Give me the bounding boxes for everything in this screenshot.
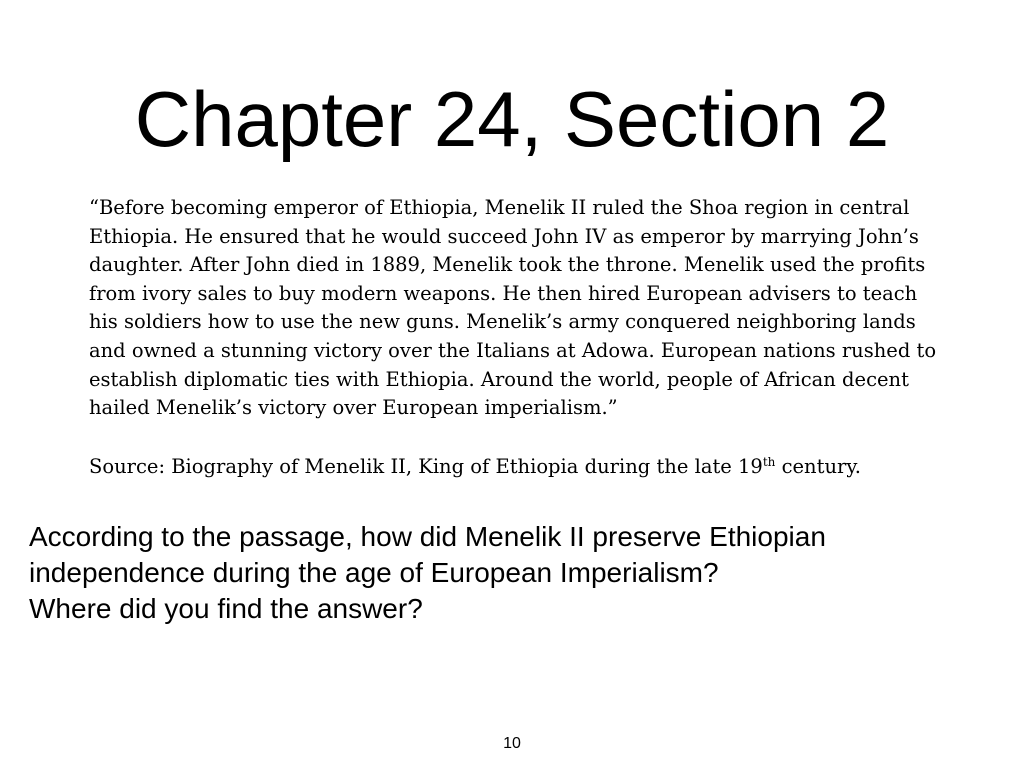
- quote-line: establish diplomatic ties with Ethiopia. Around the world, people of African decent: [89, 367, 909, 391]
- slide-title: Chapter 24, Section 2: [134, 75, 890, 163]
- question-line: According to the passage, how did Menelik II preserve Ethiopian: [29, 521, 826, 552]
- ordinal-superscript: th: [762, 455, 776, 469]
- quote-line: his soldiers how to use the new guns. Menelik’s army conquered neighboring lands: [89, 310, 916, 334]
- quote-line: daughter. After John died in 1889, Menelik took the throne. Menelik used the profits: [89, 253, 926, 277]
- source-citation: [89, 453, 969, 481]
- quote-line: from ivory sales to buy modern weapons. He then hired European advisers to teach: [89, 281, 918, 305]
- source-text-end: century.: [775, 455, 861, 478]
- quote-line: and owned a stunning victory over the Italians at Adowa. European nations rushed to: [89, 338, 937, 362]
- quote-line: Ethiopia. He ensured that he would succeed John IV as emperor by marrying John’s: [89, 224, 919, 248]
- quote-line: “Before becoming emperor of Ethiopia, Menelik II ruled the Shoa region in central: [89, 196, 910, 219]
- page-number: 10: [503, 735, 521, 752]
- quote-line: hailed Menelik’s victory over European imperialism.”: [89, 396, 618, 420]
- question-line: Where did you find the answer?: [29, 593, 423, 624]
- discussion-question: [29, 519, 989, 627]
- source-text: Source: Biography of Menelik II, King of Ethiopia during the late 19: [89, 455, 763, 478]
- quote-passage: [89, 194, 969, 423]
- question-line: independence during the age of European Imperialism?: [29, 557, 719, 588]
